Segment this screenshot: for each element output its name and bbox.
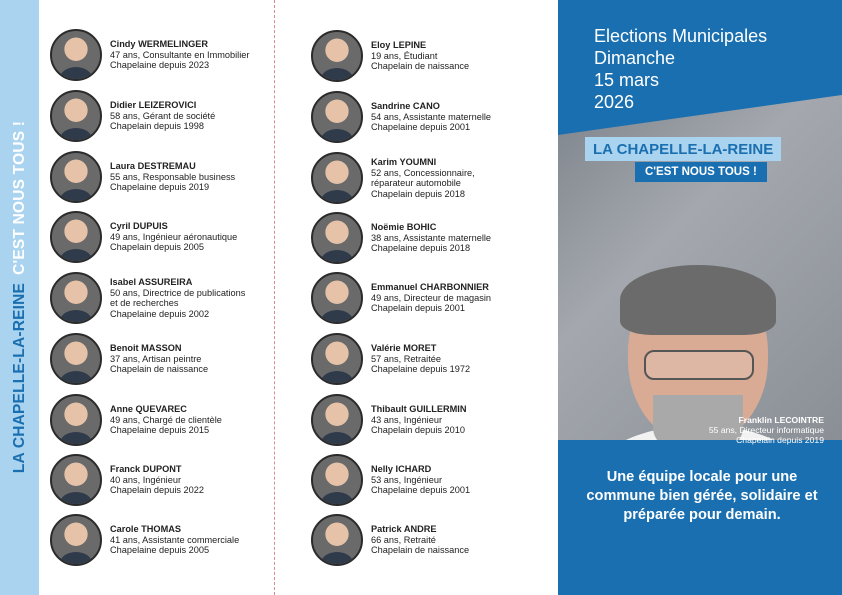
candidate-detail: 55 ans, Responsable business bbox=[110, 171, 236, 182]
candidate-detail: 49 ans, Ingénieur aéronautique bbox=[110, 231, 238, 242]
candidate-info bbox=[371, 222, 491, 254]
candidate-name: Karim YOUMNI bbox=[371, 157, 437, 167]
leader-detail: 55 ans, Directeur informatique bbox=[708, 425, 824, 435]
candidate-detail: Chapelain de naissance bbox=[371, 61, 470, 72]
candidate-detail: Chapelaine depuis 2005 bbox=[110, 545, 210, 556]
candidate-detail: Chapelaine depuis 1972 bbox=[371, 364, 471, 375]
banner-title: LA CHAPELLE-LA-REINE bbox=[585, 137, 781, 161]
candidate-photo bbox=[311, 30, 363, 82]
candidate-card bbox=[50, 512, 280, 568]
candidate-photo bbox=[311, 514, 363, 566]
candidate-detail: Chapelaine depuis 2002 bbox=[110, 308, 210, 319]
candidate-detail: et de recherches bbox=[110, 298, 179, 308]
candidate-detail: Chapelaine depuis 2001 bbox=[371, 485, 471, 496]
candidate-detail: 50 ans, Directrice de publications bbox=[110, 287, 246, 298]
candidate-name: Franck DUPONT bbox=[110, 464, 182, 475]
candidate-detail: Chapelaine depuis 2023 bbox=[110, 60, 210, 71]
candidate-card bbox=[311, 89, 541, 145]
candidate-photo bbox=[311, 333, 363, 385]
candidate-photo bbox=[50, 151, 102, 203]
candidate-info bbox=[110, 464, 204, 496]
side-banner-part2: C'EST NOUS TOUS ! bbox=[11, 120, 28, 275]
candidate-detail: Chapelain depuis 2018 bbox=[371, 188, 465, 199]
candidate-photo bbox=[311, 91, 363, 143]
candidate-detail: Chapelaine depuis 2019 bbox=[110, 182, 210, 193]
candidate-name: Carole THOMAS bbox=[110, 524, 181, 535]
candidate-info bbox=[371, 404, 466, 436]
candidate-photo bbox=[50, 454, 102, 506]
candidate-detail: Chapelaine depuis 2001 bbox=[371, 122, 471, 133]
candidate-detail: 38 ans, Assistante maternelle bbox=[371, 232, 492, 243]
candidate-name: Cindy WERMELINGER bbox=[110, 39, 209, 50]
candidate-info bbox=[371, 282, 491, 314]
candidate-card bbox=[311, 452, 541, 508]
candidate-detail: 40 ans, Ingénieur bbox=[110, 474, 182, 485]
candidate-photo bbox=[311, 152, 363, 204]
candidate-detail: Chapelain depuis 2005 bbox=[110, 242, 204, 253]
candidate-name: Isabel ASSUREIRA bbox=[110, 277, 193, 287]
candidate-info bbox=[371, 343, 470, 375]
candidate-name: Didier LEIZEROVICI bbox=[110, 100, 197, 111]
candidate-name: Laura DESTREMAU bbox=[110, 161, 196, 172]
candidate-detail: 41 ans, Assistante commerciale bbox=[110, 534, 240, 545]
candidate-name: Sandrine CANO bbox=[371, 101, 440, 112]
candidate-detail: Chapelaine depuis 2015 bbox=[110, 425, 210, 436]
leader-glasses bbox=[644, 350, 754, 380]
candidate-detail: 57 ans, Retraitée bbox=[371, 353, 441, 364]
leader-hair bbox=[620, 265, 776, 335]
side-banner-part1: LA CHAPELLE-LA-REINE bbox=[11, 282, 28, 474]
candidate-info bbox=[110, 39, 249, 71]
leader-detail: Chapelain depuis 2019 bbox=[736, 435, 824, 445]
candidate-photo bbox=[311, 454, 363, 506]
candidate-card bbox=[50, 149, 280, 205]
candidate-detail: 19 ans, Étudiant bbox=[371, 50, 438, 61]
candidate-detail: Chapelain depuis 2010 bbox=[371, 425, 465, 436]
candidate-detail: Chapelain depuis 2001 bbox=[371, 303, 465, 314]
candidate-photo bbox=[311, 272, 363, 324]
leader-name: Franklin LECOINTRE bbox=[738, 415, 824, 425]
candidate-card bbox=[50, 88, 280, 144]
candidate-photo bbox=[50, 514, 102, 566]
candidate-name: Thibault GUILLERMIN bbox=[371, 404, 467, 415]
candidate-name: Anne QUEVAREC bbox=[110, 404, 187, 415]
candidate-card bbox=[311, 28, 541, 84]
candidate-detail: 47 ans, Consultante en Immobilier bbox=[110, 49, 250, 60]
election-year: 2026 bbox=[594, 92, 635, 112]
candidate-detail: 66 ans, Retraité bbox=[371, 534, 436, 545]
candidate-card bbox=[311, 331, 541, 387]
candidate-name: Cyril DUPUIS bbox=[110, 221, 168, 232]
candidate-detail: 52 ans, Concessionnaire, bbox=[371, 167, 475, 178]
election-date: 15 mars bbox=[594, 70, 660, 90]
candidate-card bbox=[50, 27, 280, 83]
candidate-detail: Chapelain depuis 2022 bbox=[110, 485, 204, 496]
candidate-info bbox=[110, 221, 237, 253]
candidate-card bbox=[50, 331, 280, 387]
candidate-photo bbox=[311, 394, 363, 446]
side-banner-text bbox=[11, 121, 29, 473]
candidate-info bbox=[110, 100, 215, 132]
candidate-name: Nelly ICHARD bbox=[371, 464, 432, 475]
candidate-info bbox=[371, 524, 469, 556]
candidate-info bbox=[371, 101, 491, 133]
candidate-photo bbox=[50, 29, 102, 81]
candidate-card bbox=[311, 270, 541, 326]
candidate-info bbox=[110, 524, 239, 556]
candidate-detail: réparateur automobile bbox=[371, 178, 461, 188]
candidate-photo bbox=[50, 211, 102, 263]
candidate-card bbox=[50, 270, 280, 326]
candidate-card bbox=[311, 150, 541, 206]
candidate-photo bbox=[50, 333, 102, 385]
candidate-name: Patrick ANDRE bbox=[371, 524, 437, 535]
candidate-info bbox=[110, 404, 222, 436]
candidate-card bbox=[50, 452, 280, 508]
candidate-info bbox=[371, 464, 470, 496]
candidate-detail: 58 ans, Gérant de société bbox=[110, 110, 216, 121]
candidate-card bbox=[50, 392, 280, 448]
election-title: Elections Municipales bbox=[594, 26, 768, 46]
candidate-photo bbox=[311, 212, 363, 264]
candidate-name: Noëmie BOHIC bbox=[371, 222, 437, 233]
election-info bbox=[594, 25, 767, 113]
candidate-info bbox=[110, 343, 208, 375]
candidate-detail: 49 ans, Directeur de magasin bbox=[371, 292, 492, 303]
candidate-detail: Chapelain de naissance bbox=[371, 545, 470, 556]
candidate-detail: 43 ans, Ingénieur bbox=[371, 414, 443, 425]
candidate-card bbox=[311, 512, 541, 568]
candidate-photo bbox=[50, 90, 102, 142]
candidate-photo bbox=[50, 394, 102, 446]
cover-panel bbox=[558, 0, 842, 595]
election-day: Dimanche bbox=[594, 48, 676, 68]
candidate-info bbox=[371, 157, 475, 199]
candidate-detail: 53 ans, Ingénieur bbox=[371, 474, 443, 485]
candidate-detail: 49 ans, Chargé de clientèle bbox=[110, 414, 222, 425]
candidate-detail: 54 ans, Assistante maternelle bbox=[371, 111, 492, 122]
candidate-photo bbox=[50, 272, 102, 324]
candidate-detail: 37 ans, Artisan peintre bbox=[110, 353, 202, 364]
candidate-name: Valérie MORET bbox=[371, 343, 437, 354]
tagline: Une équipe locale pour une commune bien gérée, solidaire et préparée pour demain. bbox=[586, 469, 818, 523]
candidate-info bbox=[110, 161, 235, 193]
leader-caption bbox=[709, 415, 824, 445]
candidate-info bbox=[110, 277, 245, 319]
candidate-name: Emmanuel CHARBONNIER bbox=[371, 282, 489, 293]
candidate-card bbox=[311, 210, 541, 266]
candidate-card bbox=[50, 209, 280, 265]
candidate-detail: Chapelain depuis 1998 bbox=[110, 121, 204, 132]
candidate-name: Benoit MASSON bbox=[110, 343, 182, 354]
candidate-card bbox=[311, 392, 541, 448]
candidate-name: Eloy LEPINE bbox=[371, 40, 427, 51]
candidate-info bbox=[371, 40, 469, 72]
candidate-detail: Chapelaine depuis 2018 bbox=[371, 243, 471, 254]
candidate-detail: Chapelain de naissance bbox=[110, 364, 209, 375]
banner-subtitle: C'EST NOUS TOUS ! bbox=[635, 162, 767, 182]
